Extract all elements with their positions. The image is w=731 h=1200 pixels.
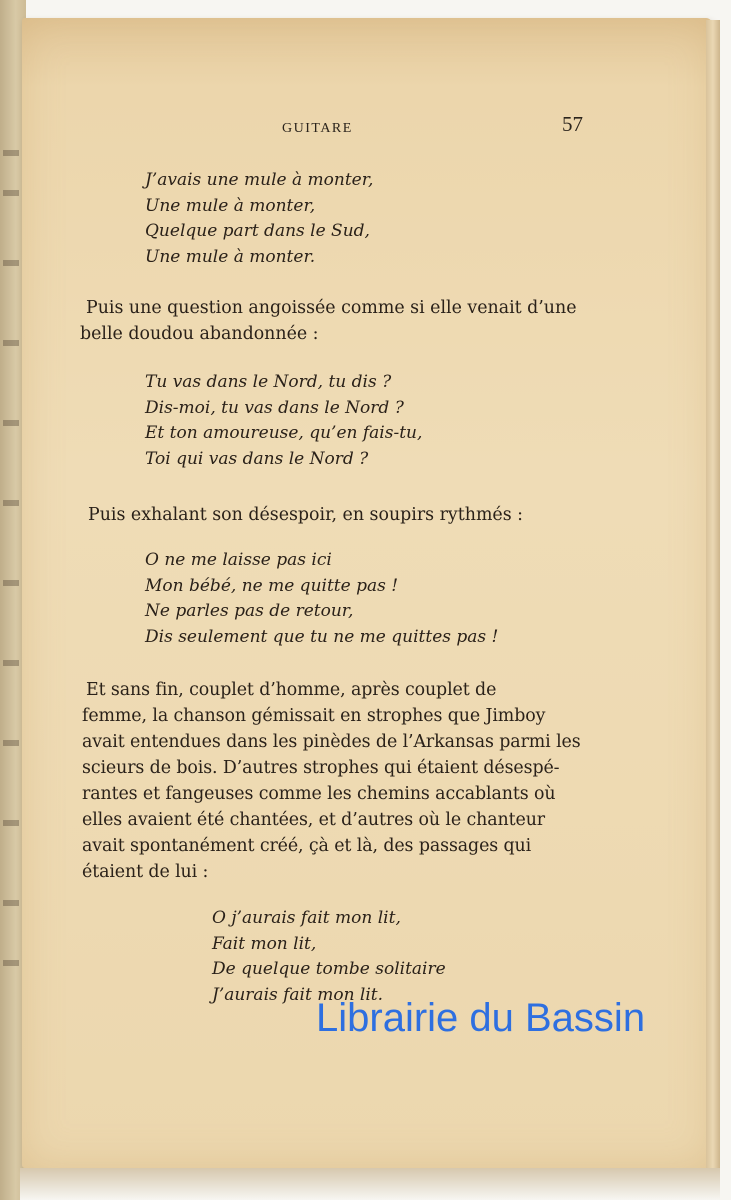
verse-line: O j’aurais fait mon lit, [212, 908, 401, 928]
verse-line: J’avais une mule à monter, [145, 170, 374, 190]
paragraph-1 [82, 295, 590, 347]
prose-line: belle doudou abandonnée : [80, 324, 319, 344]
prose-line: Puis exhalant son désespoir, en soupirs rythmés : [88, 505, 524, 525]
verse-line: Mon bébé, ne me quitte pas ! [145, 575, 399, 596]
verse-line: Une mule à monter. [145, 247, 316, 268]
verse-line: J’aurais fait mon lit. [212, 985, 384, 1006]
verse-line: Tu vas dans le Nord, tu dis ? [145, 372, 392, 392]
prose-line: étaient de lui : [82, 862, 209, 882]
running-head: GUITARE [282, 121, 353, 136]
verse-line: De quelque tombe solitaire [212, 959, 446, 980]
page-shadow [20, 1168, 720, 1200]
watermark-text: Librairie du Bassin [316, 996, 646, 1040]
verse-line: Fait mon lit, [212, 933, 317, 954]
prose-line: Puis une question angoissée comme si elle venait d’une [86, 298, 577, 318]
verse-line: Dis-moi, tu vas dans le Nord ? [145, 397, 404, 418]
verse-line: O ne me laisse pas ici [145, 550, 332, 570]
verse-line: Quelque part dans le Sud, [145, 221, 370, 242]
verse-line: Toi qui vas dans le Nord ? [145, 449, 369, 470]
stanza-2 [145, 370, 422, 473]
verse-line: Et ton amoureuse, qu’en fais-tu, [145, 423, 423, 444]
paragraph-2 [82, 502, 590, 528]
prose-line: femme, la chanson gémissait en strophes que Jimboy [82, 706, 546, 726]
prose-line: Et sans fin, couplet d’homme, après couplet de [86, 680, 497, 700]
prose-line: elles avaient été chantées, et d’autres où le chanteur [82, 810, 546, 830]
stanza-4 [212, 906, 446, 1009]
prose-line: scieurs de bois. D’autres strophes qui étaient désespé- [82, 758, 560, 778]
prose-line: rantes et fangeuses comme les chemins accablants où [82, 784, 556, 804]
verse-line: Une mule à monter, [145, 195, 316, 216]
page-stack-edge [706, 20, 720, 1170]
stanza-1 [145, 168, 373, 271]
page-number: 57 [562, 112, 583, 136]
verse-line: Dis seulement que tu ne me quittes pas ! [145, 627, 499, 648]
verse-line: Ne parles pas de retour, [145, 601, 354, 622]
stanza-3 [145, 548, 498, 651]
prose-line: avait entendues dans les pinèdes de l’Arkansas parmi les [82, 732, 581, 752]
prose-line: avait spontanément créé, çà et là, des passages qui [82, 836, 532, 856]
paragraph-3 [82, 677, 590, 885]
